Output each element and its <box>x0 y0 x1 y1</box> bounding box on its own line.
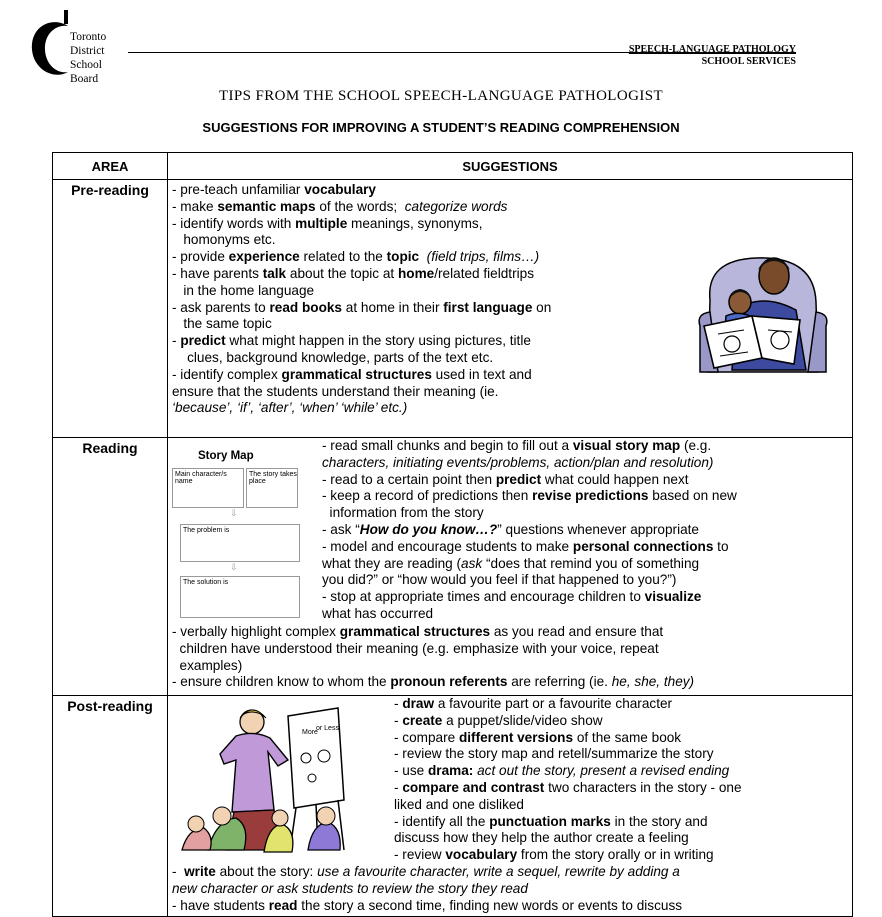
list-item: - model and encourage students to make personal connections to <box>322 538 729 554</box>
suggestions-reading <box>168 438 853 696</box>
story-map-box: The problem is <box>180 524 300 562</box>
list-item: - ask “How do you know…?” questions whenever appropriate <box>322 521 699 537</box>
list-item: - identify all the punctuation marks in the story and <box>394 813 708 829</box>
story-map-box: The story takes place <box>246 468 298 508</box>
table-row <box>53 180 853 438</box>
list-item: - pre-teach unfamiliar vocabulary <box>172 182 376 197</box>
list-item: homonyms etc. <box>172 232 276 248</box>
story-map-title: Story Map <box>198 450 254 462</box>
list-item: - make semantic maps of the words; categorize words <box>172 198 508 214</box>
area-header: AREA <box>53 153 168 180</box>
list-item: ensure that the students understand their meaning (ie. <box>172 383 499 399</box>
list-item: - verbally highlight complex grammatical structures as you read and ensure that <box>172 624 664 639</box>
list-item: the same topic <box>172 316 272 332</box>
list-item: - review the story map and retell/summarize the story <box>394 746 714 762</box>
list-item: - ensure children know to whom the pronoun referents are referring (ie. he, she, they) <box>172 674 695 690</box>
list-item: characters, initiating events/problems, action/plan and resolution) <box>322 454 714 470</box>
list-item: - write about the story: use a favourite character, write a sequel, rewrite by adding a <box>172 864 680 879</box>
list-item: - provide experience related to the topic (field trips, films…) <box>172 249 540 265</box>
suggestions-table <box>52 152 853 917</box>
list-item: examples) <box>172 657 243 673</box>
list-item: - ask parents to read books at home in their first language on <box>172 299 552 315</box>
list-item: - have parents talk about the topic at home/related fieldtrips <box>172 265 534 281</box>
list-item: - keep a record of predictions then revise predictions based on new <box>322 488 737 504</box>
area-post-reading: Post-reading <box>53 696 168 917</box>
list-item: - identify complex grammatical structures used in text and <box>172 366 532 382</box>
list-item: you did?” or “how would you feel if that happened to you?”) <box>322 572 677 588</box>
page-title: TIPS FROM THE SCHOOL SPEECH-LANGUAGE PATHOLOGIST <box>218 88 664 104</box>
list-item: information from the story <box>322 505 484 521</box>
area-pre-reading: Pre-reading <box>53 180 168 438</box>
list-item: discuss how they help the author create a feeling <box>394 830 689 846</box>
area-reading: Reading <box>53 438 168 696</box>
easel-text: or Less <box>316 725 339 732</box>
easel-text: More <box>302 729 318 736</box>
list-item: liked and one disliked <box>394 796 524 812</box>
list-item: - have students read the story a second time, finding new words or events to discuss <box>172 897 683 913</box>
list-item: - read small chunks and begin to fill out a visual story map (e.g. <box>322 438 712 453</box>
suggestions-header: SUGGESTIONS <box>168 153 853 180</box>
list-item: - draw a favourite part or a favourite character <box>394 696 673 711</box>
page-subtitle: SUGGESTIONS FOR IMPROVING A STUDENT’S READING COMPREHENSION <box>202 120 680 135</box>
table-header-row <box>53 153 853 180</box>
parent-reading-illustration <box>696 240 830 376</box>
list-item: - read to a certain point then predict what could happen next <box>322 471 689 487</box>
board-name: Toronto District School Board <box>70 31 107 85</box>
list-item: - compare different versions of the same book <box>394 729 682 745</box>
story-map-box: The solution is <box>180 576 300 618</box>
list-item: ‘because’, ‘if’, ‘after’, ‘when’ ‘while’ etc.) <box>172 400 408 416</box>
list-item: in the home language <box>172 282 315 298</box>
list-item: - create a puppet/slide/video show <box>394 712 603 728</box>
list-item: what they are reading (ask “does that remind you of something <box>322 555 700 571</box>
suggestions-post-reading <box>168 696 853 917</box>
list-item: what has occurred <box>322 605 434 621</box>
list-item: children have understood their meaning (e.g. emphasize with your voice, repeat <box>172 640 659 656</box>
list-item: - predict what might happen in the story using pictures, title <box>172 333 531 349</box>
list-item: - review vocabulary from the story orally or in writing <box>394 847 714 863</box>
list-item: new character or ask students to review the story they read <box>172 880 528 896</box>
list-item: - compare and contrast two characters in the story - one <box>394 779 742 795</box>
story-map-box: Main character/s name <box>172 468 244 508</box>
story-map: Story Map Main character/s name The story takes place ⇩ The problem is ⇩ The solution is <box>172 446 312 616</box>
department-label: SPEECH-LANGUAGE PATHOLOGY SCHOOL SERVICES <box>628 44 796 67</box>
teacher-with-children-illustration <box>178 700 378 860</box>
list-item: clues, background knowledge, parts of the text etc. <box>172 349 494 365</box>
list-item: - use drama: act out the story, present a revised ending <box>394 763 730 779</box>
table-row <box>53 696 853 917</box>
list-item: - stop at appropriate times and encourage children to visualize <box>322 589 702 605</box>
suggestions-pre-reading <box>168 180 853 438</box>
table-row <box>53 438 853 696</box>
list-item: - identify words with multiple meanings, synonyms, <box>172 215 483 231</box>
